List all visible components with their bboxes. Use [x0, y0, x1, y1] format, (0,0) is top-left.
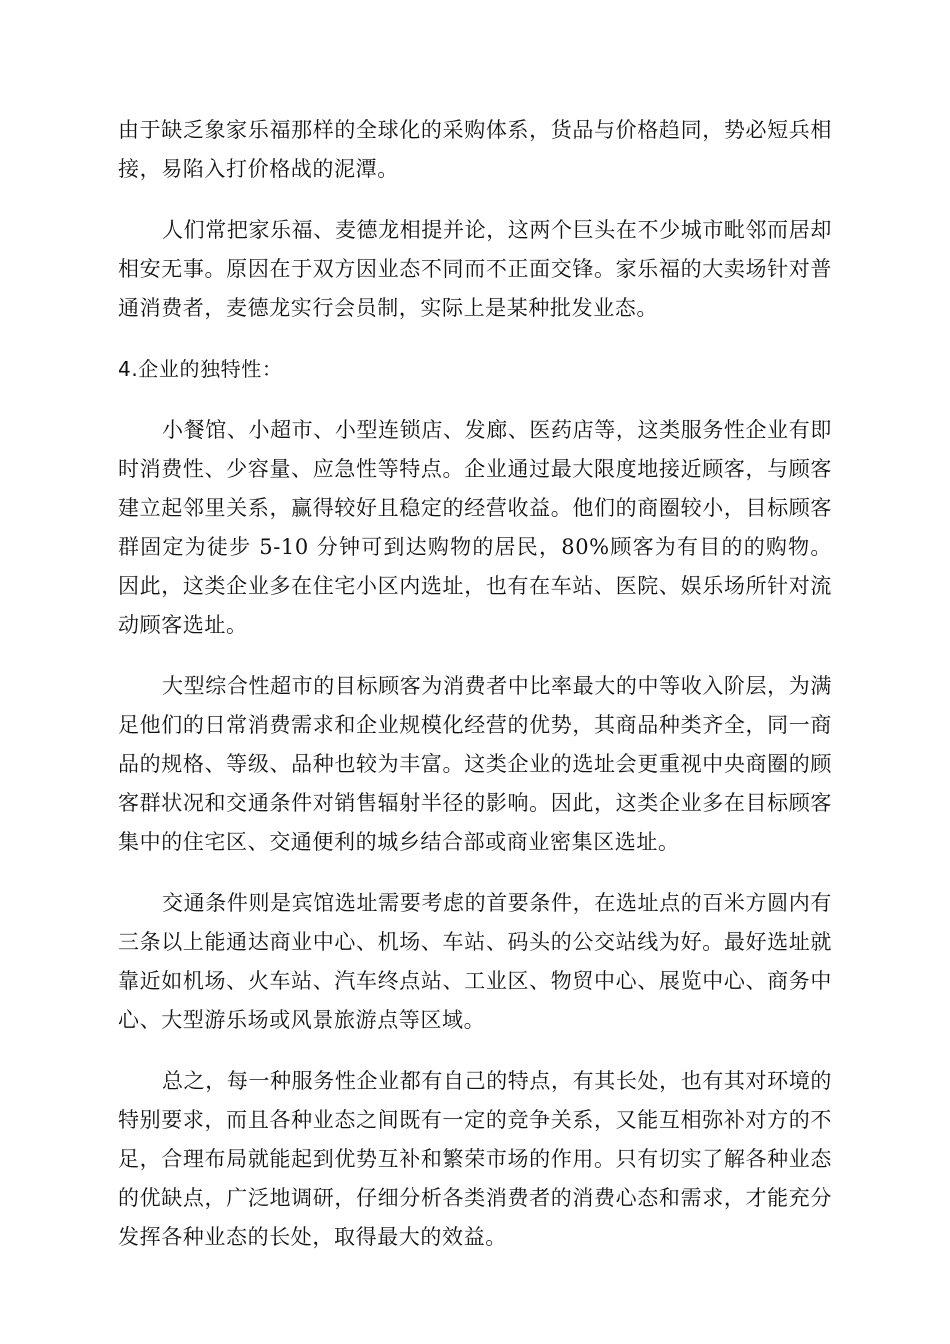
paragraph-summary: 总之，每一种服务性企业都有自己的特点，有其长处，也有其对环境的特别要求，而且各种业态之间既有一定的竞争关系，又能互相弥补对方的不足，合理布局就能起到优势互补和繁荣市场的作用。只有切实了解各种业态的优缺点，广泛地调研，仔细分析各类消费者的消费心态和需求，才能充分发挥各种业态的长处，取得最大的效益。 [118, 1069, 832, 1249]
paragraph-continuation: 由于缺乏象家乐福那样的全球化的采购体系，货品与价格趋同，势必短兵相接，易陷入打价格战的泥潭。 [118, 118, 832, 181]
paragraph-hotels: 交通条件则是宾馆选址需要考虑的首要条件，在选址点的百米方圆内有三条以上能通达商业中心、机场、车站、码头的公交站线为好。最好选址就靠近如机场、火车站、汽车终点站、工业区、物贸中心、展览中心、商务中心、大型游乐场或风景旅游点等区域。 [118, 891, 832, 1032]
paragraph-small-businesses: 小餐馆、小超市、小型连锁店、发廊、医药店等，这类服务性企业有即时消费性、少容量、应急性等特点。企业通过最大限度地接近顾客，与顾客建立起邻里关系，赢得较好且稳定的经营收益。他们的商圈较小，目标顾客群固定为徒步 5-10 分钟可到达购物的居民，80%顾客为有目的的购物。因此，这类企业多在住宅小区内选址，也有在车站、医院、娱乐场所针对流动顾客选址。 [118, 418, 832, 637]
document-body [118, 111, 832, 1279]
paragraph-large-supermarkets: 大型综合性超市的目标顾客为消费者中比率最大的中等收入阶层，为满足他们的日常消费需求和企业规模化经营的优势，其商品种类齐全，同一商品的规格、等级、品种也较为丰富。这类企业的选址会更重视中央商圈的顾客群状况和交通条件对销售辐射半径的影响。因此，这类企业多在目标顾客集中的住宅区、交通便利的城乡结合部或商业密集区选址。 [118, 674, 832, 854]
paragraph-carrefour-metro: 人们常把家乐福、麦德龙相提并论，这两个巨头在不少城市毗邻而居却相安无事。原因在于双方因业态不同而不正面交锋。家乐福的大卖场针对普通消费者，麦德龙实行会员制，实际上是某种批发业态。 [118, 218, 832, 320]
section-heading: 4.企业的独特性： [118, 357, 283, 381]
